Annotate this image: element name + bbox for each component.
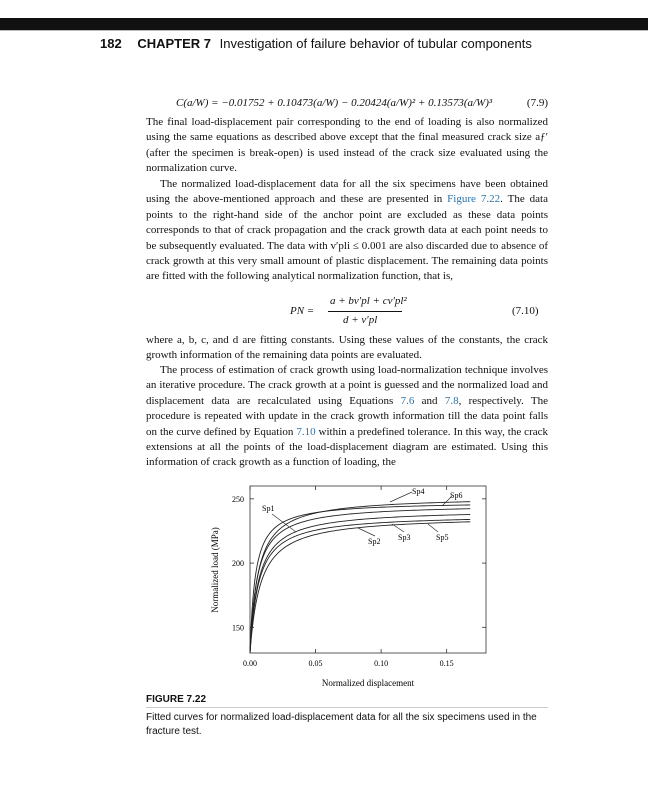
equation-7-10-lhs: PN = [290,305,315,317]
paragraph-2 [146,177,548,285]
paragraph-4-text-d: within a predefined tolerance. In this way, the crack extensions at all the points of the load-displacement diagram are estimated. Using this information of crack growth as a function of loading, the [146,425,548,469]
series-label-sp3: Sp3 [398,533,411,542]
caption-rule [146,707,548,708]
equation-7-8-link[interactable]: 7.8 [444,394,459,407]
x-axis-label: Normalized displacement [321,678,415,688]
paragraph-3: where a, b, c, and d are fitting constants. Using these values of the constants, the crack growth information of the remaining data points are evaluated. [146,334,548,362]
series-label-sp4: Sp4 [412,487,425,496]
paragraph-4 [146,363,548,471]
fraction-bar [328,311,402,312]
curve-sp6 [250,509,470,653]
x-tick-label: 0.05 [308,659,323,668]
figure-label: FIGURE 7.22 [146,694,207,705]
series-label-sp1: Sp1 [262,504,275,513]
equation-7-10-link[interactable]: 7.10 [296,425,316,438]
paragraph-4-text-a: The process of estimation of crack growth using load-normalization technique involves an iterative procedure. The crack growth at a point is guessed and the normalized load and displacement data are recalculated using Equations [146,364,548,407]
leader-sp2 [358,528,375,536]
top-rule [0,30,648,31]
figure-7-22-link[interactable]: Figure 7.22 [447,193,501,206]
paragraph-2-text-b: . The data points to the right-hand side of the anchor point are excluded as these data points corresponds to that of crack propagation and the crack growth data at each point needs to be subsequently evaluated. The data with v′pli ≤ 0.001 are also discarded due to absence of crack growth at this very small amount of plastic displacement. The remaining data points are fitted with the following analytical normalization function, that is, [146,193,548,283]
leader-sp1 [272,514,296,532]
x-tick-label: 0.00 [243,659,257,668]
chapter-label: CHAPTER 7 [137,36,212,51]
figure-caption: Fitted curves for normalized load-displacement data for all the six specimens used in the fracture test. [146,712,537,737]
series-label-sp6: Sp6 [450,491,463,500]
top-color-bar [0,18,648,30]
x-tick-label: 0.10 [374,659,389,668]
y-tick-label: 150 [232,623,244,633]
equation-7-9-number: (7.9) [526,97,548,109]
equation-7-6-link[interactable]: 7.6 [400,394,415,407]
leader-sp4 [390,492,412,502]
paragraph-1: The final load-displacement pair corresponding to the end of loading is also normalized using the same equations as described above except that the final measured crack size aƒ′ (after the specimen is break-open) is used instead of the crack size evaluated using the normalization curve. [146,116,548,175]
leader-sp5 [428,524,438,532]
equation-7-10-number: (7.10) [512,305,539,317]
y-axis-label: Normalized load (MPa) [210,527,220,613]
running-head [100,36,532,51]
equation-7-10-numerator: a + bv′pl + cv′pl² [330,295,407,307]
equation-7-10-denominator: d + v′pl [343,314,378,326]
plot-frame [250,486,486,653]
leader-sp3 [392,524,404,532]
figure-7-22-chart [200,478,500,690]
page-number: 182 [100,36,122,51]
equation-7-9-text: C(a/W) = −0.01752 + 0.10473(a/W) − 0.20424(a/W)² + 0.13573(a/W)³ [176,97,493,109]
y-tick-label: 200 [232,559,244,569]
paragraph-4-text-b: and [414,394,445,407]
series-label-sp5: Sp5 [436,533,449,542]
y-tick-label: 250 [232,494,244,504]
series-label-sp2: Sp2 [368,537,381,546]
chapter-title: Investigation of failure behavior of tubular components [219,36,532,51]
paragraph-2-text-a: The normalized load-displacement data for all the six specimens have been obtained using the above-mentioned approach and these are presented in [146,178,548,206]
x-tick-label: 0.15 [439,659,454,668]
paragraph-4-text-c: , respectively. The procedure is repeated with update in the crack growth information till the data point falls on the curve defined by Equation [146,394,548,438]
